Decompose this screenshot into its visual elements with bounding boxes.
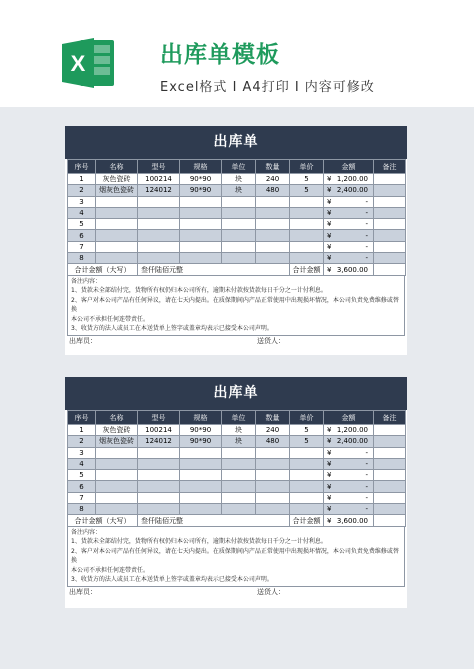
row-currency: ¥ [324, 447, 336, 458]
row-remark [374, 447, 406, 458]
col-header: 单位 [222, 160, 256, 174]
col-header: 型号 [138, 411, 180, 425]
row-qty [256, 219, 290, 230]
row-model [138, 196, 180, 207]
row-amount: 1,200.00 [336, 425, 374, 436]
row-name [96, 504, 138, 515]
total-amount: 3,600.00 [336, 515, 374, 526]
row-model: 100214 [138, 174, 180, 185]
row-model [138, 492, 180, 503]
row-no: 4 [68, 458, 96, 469]
row-price: 5 [290, 174, 324, 185]
table-row [68, 436, 406, 447]
row-unit [222, 504, 256, 515]
row-model [138, 481, 180, 492]
table-row [68, 481, 406, 492]
col-header: 名称 [96, 160, 138, 174]
row-remark [374, 436, 406, 447]
row-amount: - [336, 241, 374, 252]
col-header: 数量 [256, 160, 290, 174]
row-price [290, 504, 324, 515]
row-currency: ¥ [324, 492, 336, 503]
notes-line: 1、货款未全部结付完，货物所有权仍归本公司所有，逾期未付款按货款每日千分之一计付利息。 [71, 287, 327, 295]
table-row [68, 185, 406, 196]
row-name: 烟灰色瓷砖 [96, 436, 138, 447]
row-currency: ¥ [324, 196, 336, 207]
row-price [290, 196, 324, 207]
table-row [68, 458, 406, 469]
row-name [96, 253, 138, 264]
row-name [96, 492, 138, 503]
notes-line: 本公司不承担任何连带责任。 [71, 315, 150, 323]
sheet-title: 出库单 [65, 377, 407, 410]
row-unit: 块 [222, 185, 256, 196]
row-unit [222, 458, 256, 469]
row-price [290, 447, 324, 458]
row-unit [222, 241, 256, 252]
row-model [138, 219, 180, 230]
row-name [96, 207, 138, 218]
col-header: 备注 [374, 411, 406, 425]
total-row [68, 515, 406, 526]
notes-line: 2、客户对本公司产品有任何异议，请在七天内提出。在质保期间内产品正常使用中出现损坏情况，本公司负责免费维修或替换 [71, 296, 399, 314]
row-qty [256, 447, 290, 458]
table-row [68, 207, 406, 218]
row-spec: 90*90 [180, 185, 222, 196]
table-row [68, 425, 406, 436]
row-remark [374, 458, 406, 469]
row-unit [222, 219, 256, 230]
row-model: 100214 [138, 425, 180, 436]
row-name [96, 230, 138, 241]
total-words: 叁仟陆佰元整 [138, 264, 290, 275]
row-amount: - [336, 447, 374, 458]
row-name [96, 196, 138, 207]
row-currency: ¥ [324, 185, 336, 196]
row-model: 124012 [138, 185, 180, 196]
col-header: 单价 [290, 411, 324, 425]
row-no: 1 [68, 425, 96, 436]
table-row [68, 253, 406, 264]
outbound-table [67, 159, 406, 276]
row-amount: - [336, 504, 374, 515]
row-unit [222, 207, 256, 218]
row-qty: 240 [256, 425, 290, 436]
row-remark [374, 504, 406, 515]
row-amount: 2,400.00 [336, 436, 374, 447]
row-price [290, 219, 324, 230]
row-price [290, 253, 324, 264]
row-remark [374, 492, 406, 503]
row-price: 5 [290, 425, 324, 436]
table-row [68, 504, 406, 515]
row-currency: ¥ [324, 425, 336, 436]
col-header: 金额 [324, 160, 374, 174]
row-remark [374, 230, 406, 241]
row-spec [180, 196, 222, 207]
total-row [68, 264, 406, 275]
row-amount: 2,400.00 [336, 185, 374, 196]
row-no: 1 [68, 174, 96, 185]
row-remark [374, 174, 406, 185]
row-amount: - [336, 458, 374, 469]
row-model: 124012 [138, 436, 180, 447]
row-currency: ¥ [324, 458, 336, 469]
row-currency: ¥ [324, 174, 336, 185]
row-unit [222, 447, 256, 458]
row-model [138, 253, 180, 264]
row-spec [180, 481, 222, 492]
row-qty [256, 253, 290, 264]
table-row [68, 230, 406, 241]
notes-line: 1、货款未全部结付完，货物所有权仍归本公司所有，逾期未付款按货款每日千分之一计付利息。 [71, 538, 327, 546]
row-remark [374, 207, 406, 218]
row-currency: ¥ [324, 253, 336, 264]
row-name [96, 219, 138, 230]
row-currency: ¥ [324, 470, 336, 481]
row-spec: 90*90 [180, 425, 222, 436]
row-remark [374, 219, 406, 230]
row-model [138, 207, 180, 218]
signature-line [67, 587, 405, 599]
row-qty [256, 230, 290, 241]
row-no: 6 [68, 230, 96, 241]
row-amount: - [336, 219, 374, 230]
row-spec [180, 207, 222, 218]
row-no: 8 [68, 504, 96, 515]
sign-outbound-clerk: 出库员： [69, 587, 97, 596]
row-qty: 480 [256, 185, 290, 196]
row-remark [374, 196, 406, 207]
row-price [290, 241, 324, 252]
row-amount: - [336, 253, 374, 264]
row-qty: 480 [256, 436, 290, 447]
row-no: 2 [68, 185, 96, 196]
sign-delivery-person: 送货人： [257, 336, 285, 345]
row-currency: ¥ [324, 436, 336, 447]
notes-line: 备注内容： [71, 277, 102, 285]
total-remark [374, 515, 406, 526]
row-amount: 1,200.00 [336, 174, 374, 185]
row-amount: - [336, 470, 374, 481]
row-spec [180, 253, 222, 264]
excel-icon [60, 34, 118, 92]
row-name [96, 241, 138, 252]
row-name: 灰色瓷砖 [96, 174, 138, 185]
row-price [290, 470, 324, 481]
row-price [290, 207, 324, 218]
row-spec [180, 458, 222, 469]
sheet-preview-1 [65, 126, 407, 355]
row-model [138, 230, 180, 241]
row-qty [256, 207, 290, 218]
total-remark [374, 264, 406, 275]
row-spec [180, 241, 222, 252]
row-remark [374, 470, 406, 481]
row-model [138, 241, 180, 252]
row-no: 4 [68, 207, 96, 218]
total-currency: ¥ [324, 264, 336, 275]
row-remark [374, 425, 406, 436]
table-row [68, 241, 406, 252]
row-qty [256, 481, 290, 492]
sign-delivery-person: 送货人： [257, 587, 285, 596]
row-name [96, 470, 138, 481]
row-no: 7 [68, 241, 96, 252]
row-spec [180, 219, 222, 230]
signature-line [67, 336, 405, 348]
row-currency: ¥ [324, 207, 336, 218]
row-price [290, 230, 324, 241]
row-currency: ¥ [324, 219, 336, 230]
row-unit [222, 196, 256, 207]
row-unit [222, 481, 256, 492]
col-header: 规格 [180, 160, 222, 174]
table-row [68, 447, 406, 458]
col-header: 单价 [290, 160, 324, 174]
row-qty [256, 492, 290, 503]
row-no: 6 [68, 481, 96, 492]
row-spec: 90*90 [180, 436, 222, 447]
row-unit [222, 470, 256, 481]
notes-box [67, 527, 405, 587]
row-model [138, 458, 180, 469]
col-header: 规格 [180, 411, 222, 425]
row-qty [256, 470, 290, 481]
page-subtitle: Excel格式 I A4打印 I 内容可修改 [160, 80, 375, 95]
row-remark [374, 241, 406, 252]
row-model [138, 447, 180, 458]
row-currency: ¥ [324, 230, 336, 241]
row-amount: - [336, 196, 374, 207]
row-name: 灰色瓷砖 [96, 425, 138, 436]
notes-line: 备注内容： [71, 528, 102, 536]
row-qty [256, 458, 290, 469]
table-row [68, 196, 406, 207]
total-currency: ¥ [324, 515, 336, 526]
page-title: 出库单模板 [160, 42, 280, 68]
notes-line: 3、收货方的法人或员工在本送货单上签字或盖章均表示已接受本公司声明。 [71, 325, 273, 333]
total-amount: 3,600.00 [336, 264, 374, 275]
row-model [138, 504, 180, 515]
total-label: 合计金额（大写） [68, 264, 138, 275]
row-price [290, 458, 324, 469]
col-header: 备注 [374, 160, 406, 174]
row-no: 5 [68, 219, 96, 230]
row-qty [256, 504, 290, 515]
table-row [68, 219, 406, 230]
row-unit [222, 253, 256, 264]
row-name [96, 481, 138, 492]
col-header: 单位 [222, 411, 256, 425]
row-no: 5 [68, 470, 96, 481]
row-price [290, 492, 324, 503]
total-label-2: 合计金额 [290, 515, 324, 526]
row-price: 5 [290, 185, 324, 196]
row-amount: - [336, 481, 374, 492]
row-spec [180, 447, 222, 458]
table-header-row [68, 160, 406, 174]
outbound-table [67, 410, 406, 527]
row-unit: 块 [222, 425, 256, 436]
total-label-2: 合计金额 [290, 264, 324, 275]
row-spec [180, 230, 222, 241]
col-header: 名称 [96, 411, 138, 425]
logo-letter: X [70, 51, 86, 76]
row-name [96, 458, 138, 469]
row-remark [374, 481, 406, 492]
sheet-title: 出库单 [65, 126, 407, 159]
notes-line: 3、收货方的法人或员工在本送货单上签字或盖章均表示已接受本公司声明。 [71, 576, 273, 584]
col-header: 型号 [138, 160, 180, 174]
row-unit [222, 230, 256, 241]
col-header: 序号 [68, 160, 96, 174]
row-unit [222, 492, 256, 503]
row-no: 3 [68, 447, 96, 458]
row-no: 2 [68, 436, 96, 447]
sign-outbound-clerk: 出库员： [69, 336, 97, 345]
row-spec: 90*90 [180, 174, 222, 185]
table-header-row [68, 411, 406, 425]
col-header: 序号 [68, 411, 96, 425]
total-words: 叁仟陆佰元整 [138, 515, 290, 526]
notes-box [67, 276, 405, 336]
sheet-preview-2 [65, 377, 407, 608]
row-no: 3 [68, 196, 96, 207]
row-qty: 240 [256, 174, 290, 185]
col-header: 数量 [256, 411, 290, 425]
row-amount: - [336, 230, 374, 241]
table-row [68, 174, 406, 185]
row-name: 烟灰色瓷砖 [96, 185, 138, 196]
row-no: 7 [68, 492, 96, 503]
notes-line: 本公司不承担任何连带责任。 [71, 566, 150, 574]
row-qty [256, 241, 290, 252]
row-price: 5 [290, 436, 324, 447]
row-spec [180, 470, 222, 481]
row-spec [180, 504, 222, 515]
table-row [68, 470, 406, 481]
row-price [290, 481, 324, 492]
table-row [68, 492, 406, 503]
row-name [96, 447, 138, 458]
row-amount: - [336, 207, 374, 218]
total-label: 合计金额（大写） [68, 515, 138, 526]
row-qty [256, 196, 290, 207]
notes-line: 2、客户对本公司产品有任何异议，请在七天内提出。在质保期间内产品正常使用中出现损坏情况，本公司负责免费维修或替换 [71, 547, 399, 565]
header [0, 0, 474, 107]
row-amount: - [336, 492, 374, 503]
row-no: 8 [68, 253, 96, 264]
row-model [138, 470, 180, 481]
row-remark [374, 185, 406, 196]
row-currency: ¥ [324, 241, 336, 252]
row-spec [180, 492, 222, 503]
row-unit: 块 [222, 436, 256, 447]
row-currency: ¥ [324, 481, 336, 492]
col-header: 金额 [324, 411, 374, 425]
row-remark [374, 253, 406, 264]
row-unit: 块 [222, 174, 256, 185]
row-currency: ¥ [324, 504, 336, 515]
